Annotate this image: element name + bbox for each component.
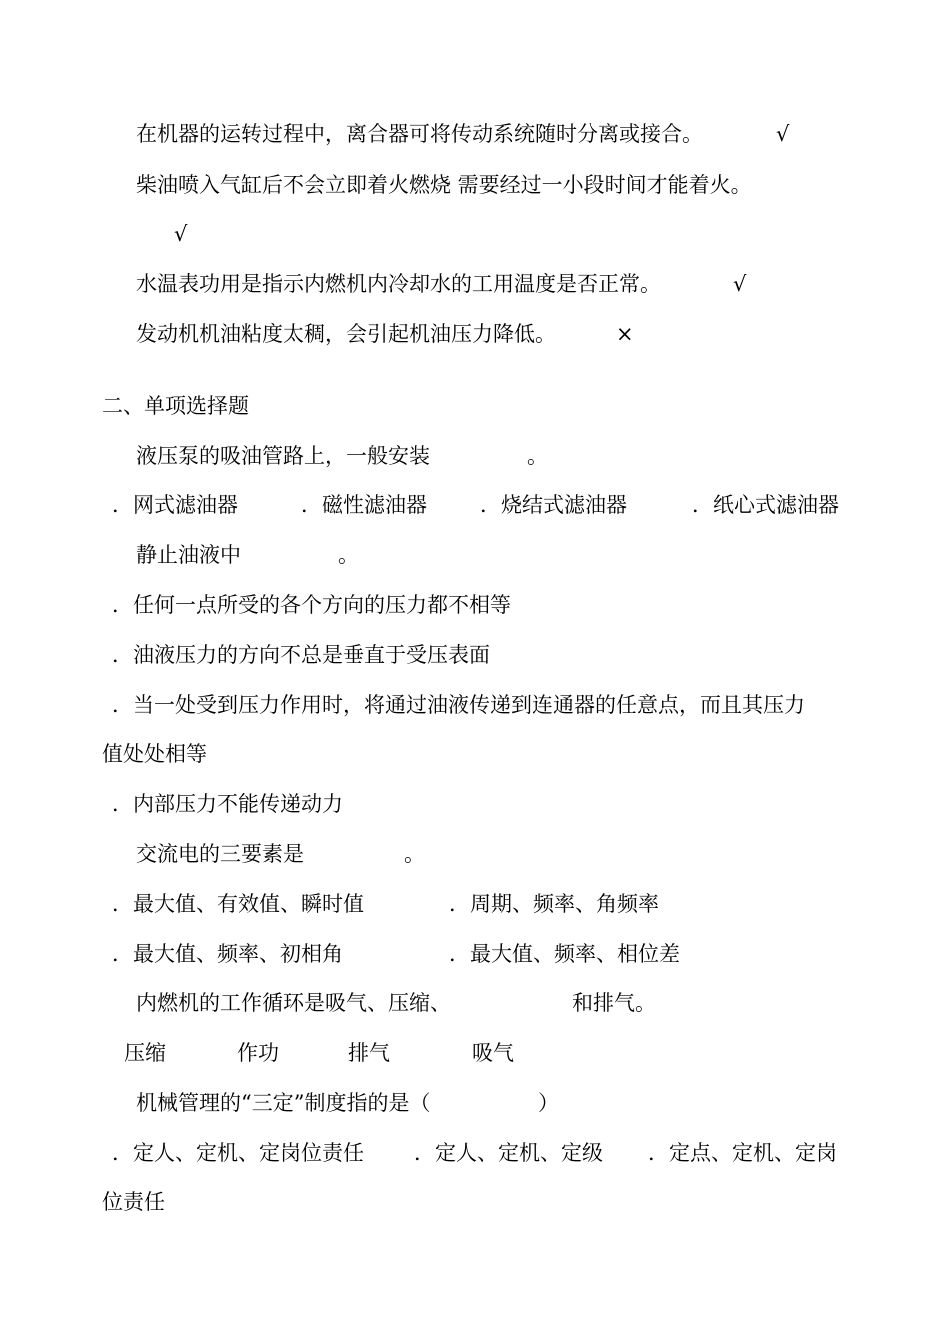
section-title: 二、单项选择题: [102, 394, 249, 418]
question-stem-end: ）: [538, 1091, 559, 1115]
option: ．定人、定机、定岗位责任: [112, 1141, 364, 1165]
option: 排气: [348, 1041, 390, 1065]
question-stem-end: 。: [338, 543, 359, 567]
question-stem: 内燃机的工作循环是吸气、压缩、: [136, 991, 451, 1015]
option: ．任何一点所受的各个方向的压力都不相等: [112, 593, 511, 617]
option: ．纸心式滤油器: [692, 493, 839, 517]
option-continuation: 值处处相等: [102, 742, 207, 766]
option: ．定人、定机、定级: [414, 1141, 603, 1165]
question-stem-end: 。: [527, 444, 548, 468]
tf-mark-1: √: [776, 122, 790, 146]
tf-mark-2: √: [174, 222, 188, 246]
question-stem-end: 和排气。: [572, 991, 656, 1015]
option-continuation: 位责任: [102, 1190, 165, 1214]
option: ．定点、定机、定岗: [648, 1141, 837, 1165]
question-stem-end: 。: [404, 842, 425, 866]
tf-mark-4: ×: [616, 322, 634, 346]
option: 作功: [237, 1041, 279, 1065]
option: 压缩: [124, 1041, 166, 1065]
tf-statement-2: 柴油喷入气缸后不会立即着火燃烧 需要经过一小段时间才能着火。: [136, 173, 752, 197]
option: ．最大值、频率、相位差: [449, 942, 680, 966]
option: ．内部压力不能传递动力: [112, 792, 343, 816]
tf-statement-3: 水温表功用是指示内燃机内冷却水的工用温度是否正常。: [136, 272, 661, 296]
tf-statement-1: 在机器的运转过程中，离合器可将传动系统随时分离或接合。: [136, 122, 703, 146]
option: 吸气: [472, 1041, 514, 1065]
option: ．网式滤油器: [112, 493, 238, 517]
option: ．最大值、有效值、瞬时值: [112, 892, 364, 916]
question-stem: 液压泵的吸油管路上，一般安装: [136, 444, 430, 468]
option: ．周期、频率、角频率: [449, 892, 659, 916]
option: ．当一处受到压力作用时，将通过油液传递到连通器的任意点，而且其压力: [112, 693, 805, 717]
tf-statement-4: 发动机机油粘度太稠，会引起机油压力降低。: [136, 322, 556, 346]
option: ．油液压力的方向不总是垂直于受压表面: [112, 643, 490, 667]
tf-mark-3: √: [733, 272, 747, 296]
question-stem: 交流电的三要素是: [136, 842, 304, 866]
option: ．最大值、频率、初相角: [112, 942, 343, 966]
question-stem: 机械管理的“三定”制度指的是（: [136, 1091, 431, 1115]
option: ．磁性滤油器: [301, 493, 427, 517]
question-stem: 静止油液中: [136, 543, 241, 567]
option: ．烧结式滤油器: [480, 493, 627, 517]
